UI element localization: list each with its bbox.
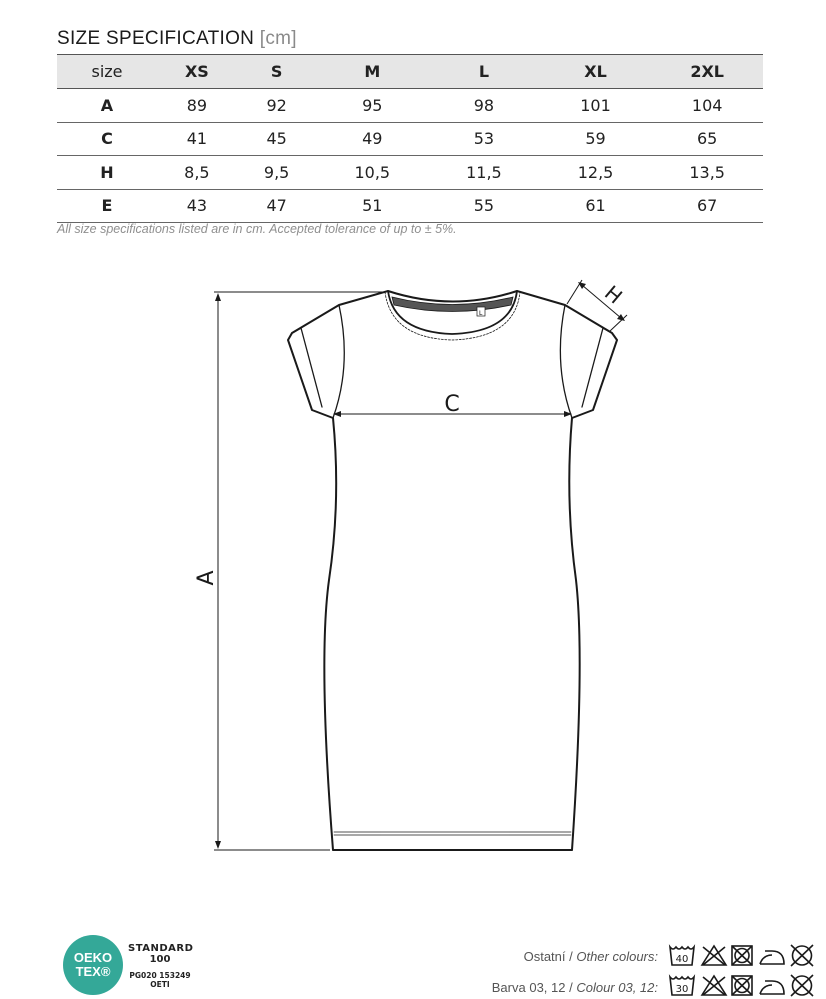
no-dry-clean-icon	[791, 975, 813, 996]
care-label-en: Colour 03, 12:	[576, 980, 658, 995]
table-cell: 8,5	[157, 156, 237, 190]
iron-icon	[760, 981, 784, 994]
table-cell: 12,5	[540, 156, 652, 190]
neck-tag-label: L	[479, 310, 483, 317]
care-label-cz: Barva 03, 12 /	[491, 980, 577, 995]
table-cell: 43	[157, 189, 237, 223]
table-cell: 101	[540, 89, 652, 123]
table-cell: 95	[317, 89, 429, 123]
row-label: E	[57, 189, 157, 223]
dress-outline	[288, 291, 617, 850]
no-bleach-icon	[702, 976, 726, 995]
tolerance-note: All size specifications listed are in cm. Accepted tolerance of up to ± 5%.	[57, 222, 457, 236]
header-cell-m: M	[317, 55, 429, 89]
table-cell: 89	[157, 89, 237, 123]
no-dry-clean-icon	[791, 945, 813, 966]
table-cell: 53	[428, 122, 540, 156]
wash-tub-icon	[670, 977, 694, 995]
oeko-logo-line2: TEX®	[75, 964, 111, 979]
row-label: H	[57, 156, 157, 190]
header-cell-l: L	[428, 55, 540, 89]
table-cell: 41	[157, 122, 237, 156]
svg-text:30: 30	[675, 984, 689, 995]
table-cell: 59	[540, 122, 652, 156]
row-label: C	[57, 122, 157, 156]
standard-title: STANDARD	[128, 943, 194, 954]
table-cell: 61	[540, 189, 652, 223]
right-sleeve-seam	[560, 305, 572, 418]
measure-a-arrow-bottom	[215, 841, 221, 849]
standard-block	[128, 943, 192, 989]
label-a: A	[194, 570, 219, 586]
table-cell: 10,5	[317, 156, 429, 190]
no-tumble-dry-icon	[732, 976, 752, 995]
wash-tub-icon	[670, 947, 694, 965]
table-cell: 51	[317, 189, 429, 223]
table-cell: 98	[428, 89, 540, 123]
no-bleach-icon	[702, 946, 726, 965]
title-unit: [cm]	[259, 28, 297, 49]
table-cell: 45	[237, 122, 317, 156]
left-sleeve-seam	[333, 305, 344, 418]
title-main: SIZE SPECIFICATION	[57, 28, 255, 49]
header-cell-s: S	[237, 55, 317, 89]
label-c: C	[444, 392, 460, 417]
neckline-front	[388, 291, 517, 334]
care-icons-row-1	[668, 943, 826, 969]
oeko-tex-logo	[63, 935, 123, 995]
standard-number: 100	[149, 954, 171, 965]
no-tumble-dry-icon	[732, 946, 752, 965]
header-cell-xs: XS	[157, 55, 237, 89]
header-cell-xl: XL	[540, 55, 652, 89]
table-cell: 92	[237, 89, 317, 123]
neckline-stitch	[385, 292, 520, 340]
table-cell: 49	[317, 122, 429, 156]
certificate-code: PG020 153249	[129, 971, 191, 980]
row-label: A	[57, 89, 157, 123]
iron-icon	[760, 951, 784, 964]
care-label-colour	[492, 980, 658, 995]
table-cell: 67	[651, 189, 763, 223]
header-cell-2xl: 2XL	[651, 55, 763, 89]
table-cell: 104	[651, 89, 763, 123]
svg-text:40: 40	[675, 954, 689, 965]
table-cell: 11,5	[428, 156, 540, 190]
header-cell-size: size	[57, 55, 157, 89]
table-cell: 47	[237, 189, 317, 223]
label-h: H	[600, 280, 627, 309]
certificate-institute: OETI	[150, 980, 170, 989]
back-neck-band	[392, 297, 513, 312]
care-label-en: Other colours:	[576, 949, 658, 964]
table-cell: 13,5	[651, 156, 763, 190]
table-cell: 9,5	[237, 156, 317, 190]
table-cell: 65	[651, 122, 763, 156]
table-cell: 55	[428, 189, 540, 223]
care-icons-row-2	[668, 973, 826, 999]
measure-a-arrow-top	[215, 293, 221, 301]
care-label-cz: Ostatní /	[523, 949, 577, 964]
care-label-other	[524, 949, 658, 964]
oeko-logo-line1: OEKO	[73, 950, 113, 965]
